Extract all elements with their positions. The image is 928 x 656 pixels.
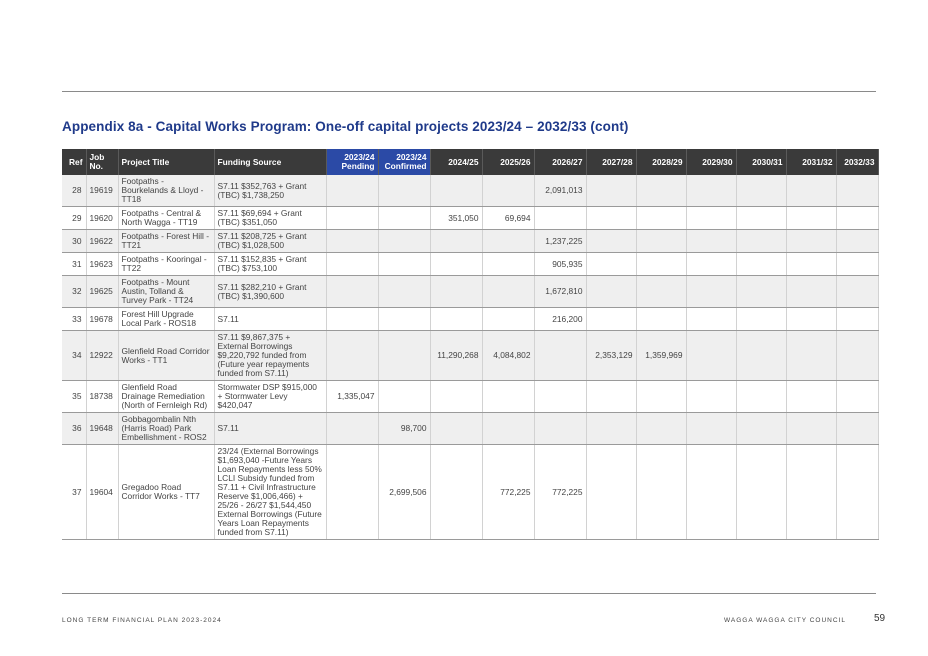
row-ref: 33: [62, 308, 86, 331]
row-2023-24-confirmed: 2,699,506: [378, 445, 430, 540]
row-2026-27: 1,237,225: [534, 230, 586, 253]
row-2025-26: 69,694: [482, 207, 534, 230]
row-2025-26: [482, 276, 534, 308]
footer-organisation: WAGGA WAGGA CITY COUNCIL: [724, 617, 846, 624]
row-2023-24-pending: [326, 276, 378, 308]
row-2027-28: 2,353,129: [586, 331, 636, 381]
row-ref: 36: [62, 413, 86, 445]
col-project-title: Project Title: [118, 149, 214, 175]
col-2023-24-pending: 2023/24 Pending: [326, 149, 378, 175]
bottom-divider: [62, 593, 876, 594]
row-2025-26: 772,225: [482, 445, 534, 540]
row-project-title: Glenfield Road Corridor Works - TT1: [118, 331, 214, 381]
row-2031-32: [786, 308, 836, 331]
row-project-title: Footpaths - Bourkelands & Lloyd - TT18: [118, 175, 214, 207]
row-2032-33: [836, 331, 878, 381]
row-2023-24-confirmed: 98,700: [378, 413, 430, 445]
row-2028-29: [636, 445, 686, 540]
row-2031-32: [786, 230, 836, 253]
row-2025-26: [482, 230, 534, 253]
col-2031-32: 2031/32: [786, 149, 836, 175]
row-2030-31: [736, 230, 786, 253]
row-2032-33: [836, 381, 878, 413]
row-ref: 30: [62, 230, 86, 253]
row-2023-24-pending: 1,335,047: [326, 381, 378, 413]
row-ref: 31: [62, 253, 86, 276]
row-2023-24-pending: [326, 207, 378, 230]
row-2030-31: [736, 445, 786, 540]
row-funding-source: S7.11 $282,210 + Grant (TBC) $1,390,600: [214, 276, 326, 308]
table-header-row: [62, 149, 878, 175]
row-2023-24-pending: [326, 445, 378, 540]
row-2026-27: 2,091,013: [534, 175, 586, 207]
capital-works-table: [62, 149, 879, 540]
row-project-title: Footpaths - Forest Hill - TT21: [118, 230, 214, 253]
row-2023-24-pending: [326, 331, 378, 381]
row-2030-31: [736, 331, 786, 381]
row-2031-32: [786, 175, 836, 207]
row-funding-source: S7.11 $69,694 + Grant (TBC) $351,050: [214, 207, 326, 230]
row-2030-31: [736, 413, 786, 445]
col-2030-31: 2030/31: [736, 149, 786, 175]
row-2027-28: [586, 381, 636, 413]
col-funding-source: Funding Source: [214, 149, 326, 175]
row-2031-32: [786, 331, 836, 381]
row-project-title: Glenfield Road Drainage Remediation (North of Fernleigh Rd): [118, 381, 214, 413]
row-2027-28: [586, 175, 636, 207]
row-2032-33: [836, 445, 878, 540]
row-2032-33: [836, 253, 878, 276]
row-2023-24-confirmed: [378, 308, 430, 331]
row-2026-27: 905,935: [534, 253, 586, 276]
row-2031-32: [786, 381, 836, 413]
row-2023-24-pending: [326, 413, 378, 445]
row-2024-25: [430, 445, 482, 540]
row-2024-25: [430, 230, 482, 253]
row-2024-25: [430, 308, 482, 331]
row-2028-29: [636, 230, 686, 253]
row-2023-24-confirmed: [378, 331, 430, 381]
row-funding-source: 23/24 (External Borrowings $1,693,040 -Future Years Loan Repayments less 50% LCLI Subsidy funded from S7.11 + Civil Infrastructure Reserve $1,006,466) + 25/26 - 26/27 $1,544,450 External Borrowings (Future Years Loan Repayments funded from S7.11): [214, 445, 326, 540]
row-ref: 28: [62, 175, 86, 207]
table-row: [62, 253, 878, 276]
row-2028-29: [636, 207, 686, 230]
table-row: [62, 207, 878, 230]
row-project-title: Gregadoo Road Corridor Works - TT7: [118, 445, 214, 540]
row-ref: 34: [62, 331, 86, 381]
row-2031-32: [786, 207, 836, 230]
row-2029-30: [686, 253, 736, 276]
row-2026-27: 1,672,810: [534, 276, 586, 308]
row-job-no: 19648: [86, 413, 118, 445]
row-ref: 29: [62, 207, 86, 230]
row-project-title: Footpaths - Mount Austin, Tolland & Turvey Park - TT24: [118, 276, 214, 308]
table-row: [62, 308, 878, 331]
table-row: [62, 276, 878, 308]
row-2023-24-confirmed: [378, 230, 430, 253]
col-2023-24-confirmed: 2023/24 Confirmed: [378, 149, 430, 175]
row-2031-32: [786, 413, 836, 445]
table-row: [62, 331, 878, 381]
row-2028-29: [636, 276, 686, 308]
col-2029-30: 2029/30: [686, 149, 736, 175]
row-2029-30: [686, 175, 736, 207]
top-divider: [62, 91, 876, 92]
row-2027-28: [586, 308, 636, 331]
row-2025-26: [482, 308, 534, 331]
row-2032-33: [836, 175, 878, 207]
row-2028-29: [636, 175, 686, 207]
col-2028-29: 2028/29: [636, 149, 686, 175]
row-project-title: Forest Hill Upgrade Local Park - ROS18: [118, 308, 214, 331]
footer-document-title: LONG TERM FINANCIAL PLAN 2023-2024: [62, 617, 222, 624]
col-2027-28: 2027/28: [586, 149, 636, 175]
row-2023-24-confirmed: [378, 276, 430, 308]
row-2029-30: [686, 308, 736, 331]
row-2029-30: [686, 207, 736, 230]
col-2032-33: 2032/33: [836, 149, 878, 175]
row-job-no: 19620: [86, 207, 118, 230]
row-2023-24-confirmed: [378, 253, 430, 276]
row-2024-25: [430, 276, 482, 308]
row-2026-27: 772,225: [534, 445, 586, 540]
row-2030-31: [736, 253, 786, 276]
table-row: [62, 381, 878, 413]
row-2026-27: [534, 207, 586, 230]
page-title: Appendix 8a - Capital Works Program: One-off capital projects 2023/24 – 2032/33 (cont): [62, 119, 629, 134]
row-funding-source: S7.11 $352,763 + Grant (TBC) $1,738,250: [214, 175, 326, 207]
row-2031-32: [786, 276, 836, 308]
row-2029-30: [686, 381, 736, 413]
row-job-no: 19604: [86, 445, 118, 540]
row-project-title: Gobbagombalin Nth (Harris Road) Park Embellishment - ROS2: [118, 413, 214, 445]
row-2030-31: [736, 381, 786, 413]
row-2025-26: [482, 253, 534, 276]
row-2029-30: [686, 413, 736, 445]
row-job-no: 19622: [86, 230, 118, 253]
row-funding-source: Stormwater DSP $915,000 + Stormwater Levy $420,047: [214, 381, 326, 413]
row-funding-source: S7.11 $208,725 + Grant (TBC) $1,028,500: [214, 230, 326, 253]
row-2029-30: [686, 276, 736, 308]
row-2023-24-confirmed: [378, 207, 430, 230]
row-2025-26: 4,084,802: [482, 331, 534, 381]
row-job-no: 19619: [86, 175, 118, 207]
page-number: 59: [874, 613, 886, 624]
row-2023-24-pending: [326, 230, 378, 253]
row-2027-28: [586, 276, 636, 308]
row-2026-27: [534, 413, 586, 445]
row-2024-25: 351,050: [430, 207, 482, 230]
col-job-no: Job No.: [86, 149, 118, 175]
row-2032-33: [836, 276, 878, 308]
row-2029-30: [686, 230, 736, 253]
row-funding-source: S7.11: [214, 413, 326, 445]
row-job-no: 12922: [86, 331, 118, 381]
row-2023-24-confirmed: [378, 175, 430, 207]
row-2024-25: [430, 175, 482, 207]
row-2024-25: [430, 413, 482, 445]
row-2028-29: [636, 308, 686, 331]
row-2027-28: [586, 445, 636, 540]
row-2032-33: [836, 413, 878, 445]
row-2023-24-pending: [326, 253, 378, 276]
row-2030-31: [736, 308, 786, 331]
row-2027-28: [586, 207, 636, 230]
row-2030-31: [736, 207, 786, 230]
row-2023-24-pending: [326, 308, 378, 331]
row-2023-24-confirmed: [378, 381, 430, 413]
table-row: [62, 175, 878, 207]
row-ref: 37: [62, 445, 86, 540]
row-job-no: 18738: [86, 381, 118, 413]
row-2030-31: [736, 276, 786, 308]
row-2026-27: 216,200: [534, 308, 586, 331]
row-2029-30: [686, 445, 736, 540]
col-2025-26: 2025/26: [482, 149, 534, 175]
row-2023-24-pending: [326, 175, 378, 207]
row-2025-26: [482, 413, 534, 445]
row-2025-26: [482, 175, 534, 207]
row-2032-33: [836, 230, 878, 253]
row-2028-29: [636, 253, 686, 276]
row-2028-29: [636, 381, 686, 413]
table-row: [62, 445, 878, 540]
row-2031-32: [786, 445, 836, 540]
table-row: [62, 230, 878, 253]
row-2029-30: [686, 331, 736, 381]
row-2027-28: [586, 230, 636, 253]
row-funding-source: S7.11 $9,867,375 + External Borrowings $9,220,792 funded from (Future year repayments funded from S7.11): [214, 331, 326, 381]
row-2024-25: 11,290,268: [430, 331, 482, 381]
row-2026-27: [534, 331, 586, 381]
row-2032-33: [836, 308, 878, 331]
row-job-no: 19678: [86, 308, 118, 331]
row-ref: 35: [62, 381, 86, 413]
row-project-title: Footpaths - Kooringal - TT22: [118, 253, 214, 276]
row-funding-source: S7.11: [214, 308, 326, 331]
table-row: [62, 413, 878, 445]
row-2025-26: [482, 381, 534, 413]
row-job-no: 19623: [86, 253, 118, 276]
row-project-title: Footpaths - Central & North Wagga - TT19: [118, 207, 214, 230]
row-ref: 32: [62, 276, 86, 308]
row-2031-32: [786, 253, 836, 276]
row-funding-source: S7.11 $152,835 + Grant (TBC) $753,100: [214, 253, 326, 276]
row-2027-28: [586, 413, 636, 445]
row-2032-33: [836, 207, 878, 230]
row-2028-29: [636, 413, 686, 445]
row-2024-25: [430, 381, 482, 413]
row-2028-29: 1,359,969: [636, 331, 686, 381]
row-2030-31: [736, 175, 786, 207]
row-2027-28: [586, 253, 636, 276]
row-job-no: 19625: [86, 276, 118, 308]
row-2026-27: [534, 381, 586, 413]
col-2024-25: 2024/25: [430, 149, 482, 175]
col-ref: Ref: [62, 149, 86, 175]
row-2024-25: [430, 253, 482, 276]
col-2026-27: 2026/27: [534, 149, 586, 175]
